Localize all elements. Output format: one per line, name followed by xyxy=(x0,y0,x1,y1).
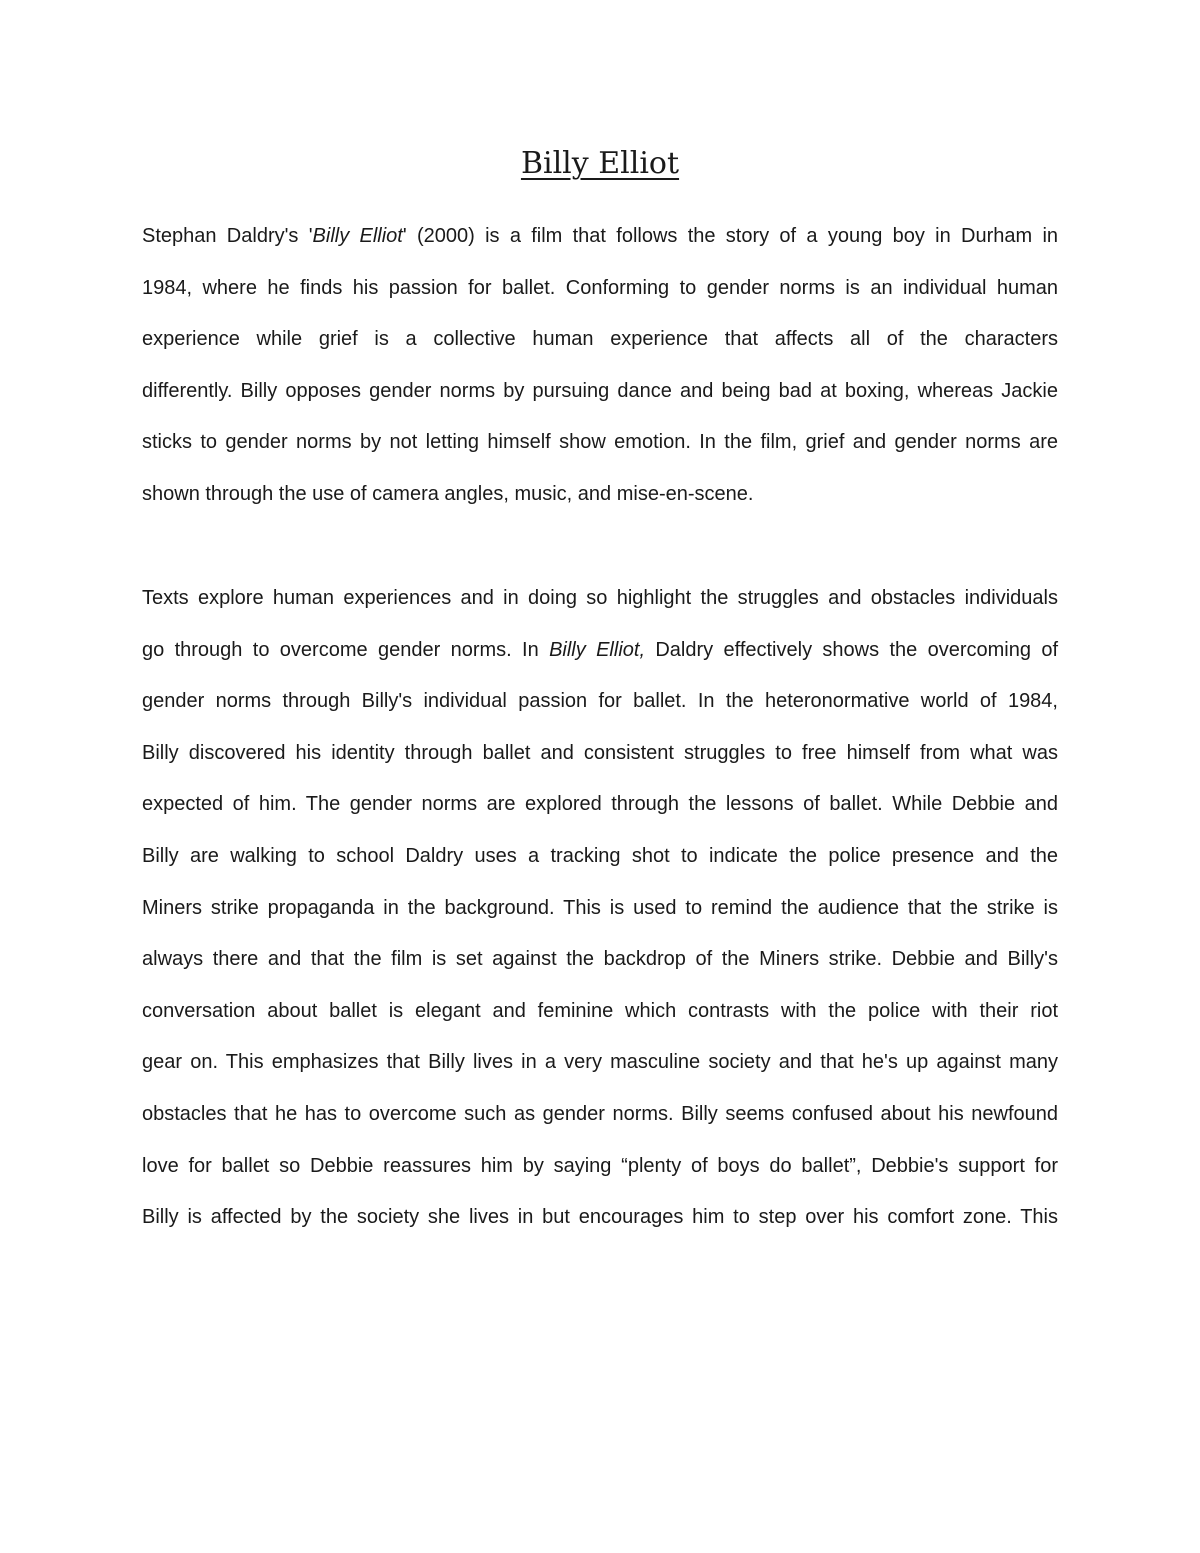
text-segment: Billy discovered his identity through ballet and consistent struggles to free himself from what was xyxy=(142,741,1058,764)
text-line xyxy=(142,1141,1058,1193)
text-line xyxy=(142,986,1058,1038)
text-segment: Texts explore human experiences and in doing so highlight the struggles and obstacles individuals xyxy=(142,587,1058,609)
text-line xyxy=(142,883,1058,935)
text-line xyxy=(142,314,1058,366)
text-segment: Miners strike propaganda in the background. This is used to remind the audience that the strike is xyxy=(142,896,1058,919)
text-segment: gender norms through Billy's individual passion for ballet. In the heteronormative world of 1984, xyxy=(142,690,1058,713)
text-line xyxy=(142,831,1058,883)
text-segment: gear on. This emphasizes that Billy lives in a very masculine society and that he's up against many xyxy=(142,1051,1058,1074)
text-segment: Daldry effectively shows the overcoming of xyxy=(645,638,1059,661)
text-segment: obstacles that he has to overcome such as gender norms. Billy seems confused about his newfound xyxy=(142,1102,1058,1125)
text-segment: Billy is affected by the society she lives in but encourages him to step over his comfort zone. This xyxy=(142,1206,1058,1229)
text-line xyxy=(142,1192,1058,1244)
paragraph-intro xyxy=(142,211,1058,521)
text-segment: shown through the use of camera angles, music, and mise-en-scene. xyxy=(142,482,754,505)
text-line xyxy=(142,676,1058,728)
text-line xyxy=(142,366,1058,418)
document-title xyxy=(0,142,1200,186)
text-segment: 1984, where he finds his passion for ballet. Conforming to gender norms is an individual human xyxy=(142,276,1058,299)
text-segment: conversation about ballet is elegant and feminine which contrasts with the police with their riot xyxy=(142,999,1058,1022)
text-segment: sticks to gender norms by not letting himself show emotion. In the film, grief and gender norms are xyxy=(142,431,1058,454)
text-segment: Billy are walking to school Daldry uses a tracking shot to indicate the police presence and the xyxy=(142,844,1058,867)
text-segment: go through to overcome gender norms. In xyxy=(142,638,550,661)
italic-title-segment: Billy Elliot xyxy=(312,225,403,247)
text-segment: experience while grief is a collective human experience that affects all of the characters xyxy=(142,328,1058,351)
text-segment: expected of him. The gender norms are explored through the lessons of ballet. While Debbie and xyxy=(142,793,1058,816)
text-line xyxy=(142,573,1058,625)
text-line xyxy=(142,469,1058,521)
text-line xyxy=(142,1037,1058,1089)
text-line xyxy=(142,934,1058,986)
text-line xyxy=(142,728,1058,780)
text-line xyxy=(142,263,1058,315)
text-line xyxy=(142,417,1058,469)
text-line xyxy=(142,1089,1058,1141)
text-line xyxy=(142,625,1058,677)
text-segment: Stephan Daldry's ' xyxy=(142,225,313,247)
text-line xyxy=(142,779,1058,831)
text-segment: differently. Billy opposes gender norms by pursuing dance and being bad at boxing, whereas Jackie xyxy=(142,379,1058,402)
text-segment: ' (2000) is a film that follows the story of a young boy in Durham in xyxy=(402,225,1059,247)
paragraph-body xyxy=(142,573,1058,1244)
text-segment: always there and that the film is set against the backdrop of the Miners strike. Debbie and Billy's xyxy=(142,948,1058,971)
text-line xyxy=(142,211,1058,263)
title-text: Billy Elliot xyxy=(520,146,680,181)
text-segment: love for ballet so Debbie reassures him by saying “plenty of boys do ballet”, Debbie's support for xyxy=(142,1154,1058,1177)
italic-title-segment: Billy Elliot, xyxy=(549,638,646,661)
